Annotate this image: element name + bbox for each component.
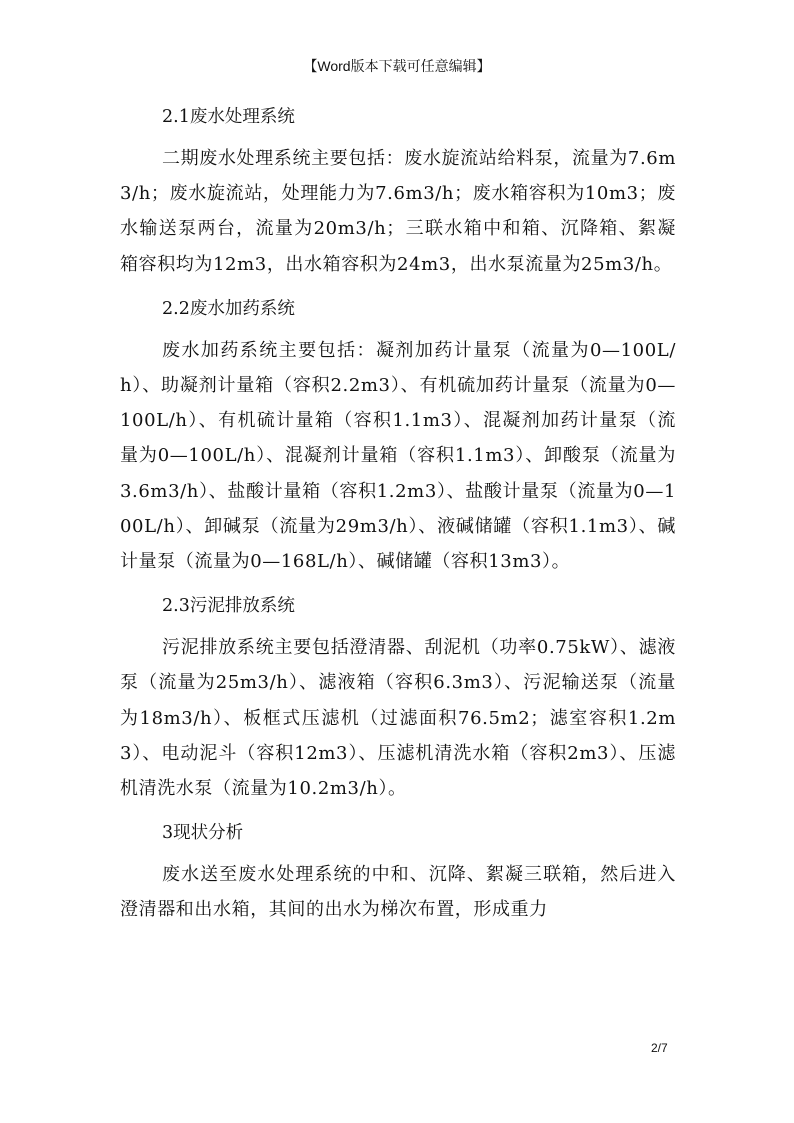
section-heading: 2.2废水加药系统 bbox=[162, 298, 295, 319]
section-paragraph: 废水送至废水处理系统的中和、沉降、絮凝三联箱，然后进入澄清器和出水箱，其间的出水为梯次布置，形成重力 bbox=[120, 864, 676, 921]
section-heading: 2.1废水处理系统 bbox=[162, 107, 295, 127]
section-paragraph: 污泥排放系统主要包括澄清器、刮泥机（功率0.75kW）、滤液泵（流量为25m3/h）、滤液箱（容积6.3m3）、污泥输送泵（流量为18m3/h）、板框式压滤机（过滤面积76.5m2；滤室容积1.2m3）、电动泥斗（容积12m3）、压滤机清洗水箱（容积2m3）、压滤机清洗水泵（流量为10.2m3/h）。 bbox=[120, 637, 676, 800]
document-body bbox=[120, 98, 676, 936]
section-heading: 3现状分析 bbox=[162, 823, 244, 844]
section-paragraph: 废水加药系统主要包括：凝剂加药计量泵（流量为0—100L/h）、助凝剂计量箱（容积2.2m3）、有机硫加药计量泵（流量为0—100L/h）、有机硫计量箱（容积1.1m3）、混凝剂加药计量泵（流量为0—100L/h）、混凝剂计量箱（容积1.1m3）、卸酸泵（流量为3.6m3/h）、盐酸计量箱（容积1.2m3）、盐酸计量泵（流量为0—100L/h）、卸碱泵（流量为29m3/h）、液碱储罐（容积1.1m3）、碱计量泵（流量为0—168L/h）、碱储罐（容积13m3）。 bbox=[120, 339, 676, 573]
document-header: 【Word版本下载可任意编辑】 bbox=[303, 58, 491, 74]
page-number: 2/7 bbox=[651, 1041, 668, 1055]
section-paragraph: 二期废水处理系统主要包括：废水旋流站给料泵，流量为7.6m3/h；废水旋流站，处理能力为7.6m3/h；废水箱容积为10m3；废水输送泵两台，流量为20m3/h；三联水箱中和箱、沉降箱、絮凝箱容积均为12m3，出水箱容积为24m3，出水泵流量为25m3/h。 bbox=[120, 148, 676, 275]
section-heading: 2.3污泥排放系统 bbox=[162, 596, 295, 617]
